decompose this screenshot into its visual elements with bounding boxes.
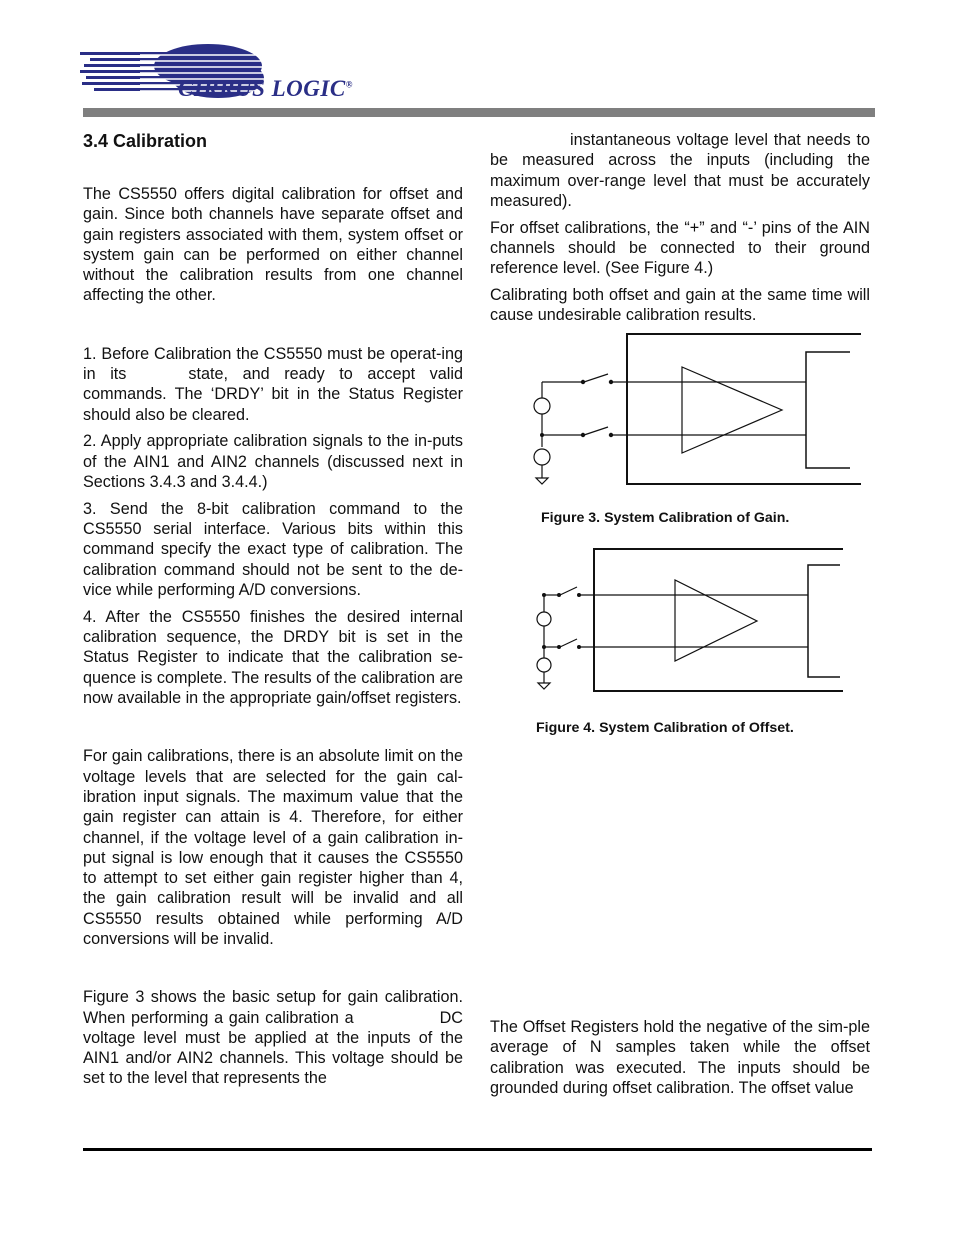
right-column-top [490,130,870,326]
warning-paragraph: Calibrating both offset and gain at the same time will cause undesirable calibration results. [490,286,870,325]
intro-paragraph: The CS5550 offers digital calibration for offset and gain. Since both channels have separate offset and gain registers associated with them, system offset or system gain can be performed on either channel without the calibration results from one channel affecting the other. [83,185,463,305]
figure3-intro-paragraph: Figure 3 shows the basic setup for gain calibration. When performing a gain calibration a DC voltage level must be applied at the inputs of the AIN1 and/or AIN2 channels. This voltage should be set to the level that represents the [83,988,463,1088]
step-2-paragraph: 2. Apply appropriate calibration signals to the in-puts of the AIN1 and AIN2 channels (discussed next in Sections 3.4.3 and 3.4.4.) [83,432,463,492]
right-column-bottom [490,1017,870,1098]
figure-3-caption: Figure 3. System Calibration of Gain. [541,510,790,526]
step-1-paragraph: 1. Before Calibration the CS5550 must be operat-ing in its state, and ready to accept valid commands. The ‘DRDY’ bit in the Status Register should also be cleared. [83,344,463,424]
footer-rule [83,1148,872,1151]
step-4-paragraph: 4. After the CS5550 finishes the desired internal calibration sequence, the DRDY bit is set in the Status Register to indicate that the calibration se-quence is complete. The results of the calibration are now available in the appropriate gain/offset registers. [83,607,463,708]
figure-3-diagram [530,330,865,490]
offset-registers-paragraph: The Offset Registers hold the negative of the sim-ple average of N samples taken while the offset calibration was executed. The inputs should be grounded during offset calibration. The offset value [490,1018,870,1097]
offset-pins-paragraph: For offset calibrations, the “+” and “-’ pins of the AIN channels should be connected to their ground reference level. (See Figure 4.) [490,218,870,278]
section-title: 3.4 Calibration [83,131,208,151]
step-3-paragraph: 3. Send the 8-bit calibration command to the CS5550 serial interface. Various bits within this command specify the exact type of calibration. The calibration command should not be sent to the de-vice while performing A/D conversions. [83,499,463,600]
header-bar [83,108,875,117]
figure-4-caption: Figure 4. System Calibration of Offset. [536,720,794,736]
brand-name: CIRRUS LOGIC® [178,76,353,101]
left-column [83,130,463,1089]
gain-limit-paragraph: For gain calibrations, there is an absolute limit on the voltage levels that are selected for the gain cal-ibration input signals. The maximum value that the gain register can attain is 4. Therefore, for either channel, if the voltage level of a gain calibration in-put signal is low enough that it causes the CS5550 to attempt to set either gain register higher than 4, the gain calibration result will be invalid and all CS5550 results obtained while performing A/D conversions will be invalid. [83,747,463,948]
continuation-paragraph: instantaneous voltage level that needs to be measured across the inputs (including the maximum over-range level that must be accurately measured). [490,131,870,210]
figure-4-diagram [530,545,845,695]
